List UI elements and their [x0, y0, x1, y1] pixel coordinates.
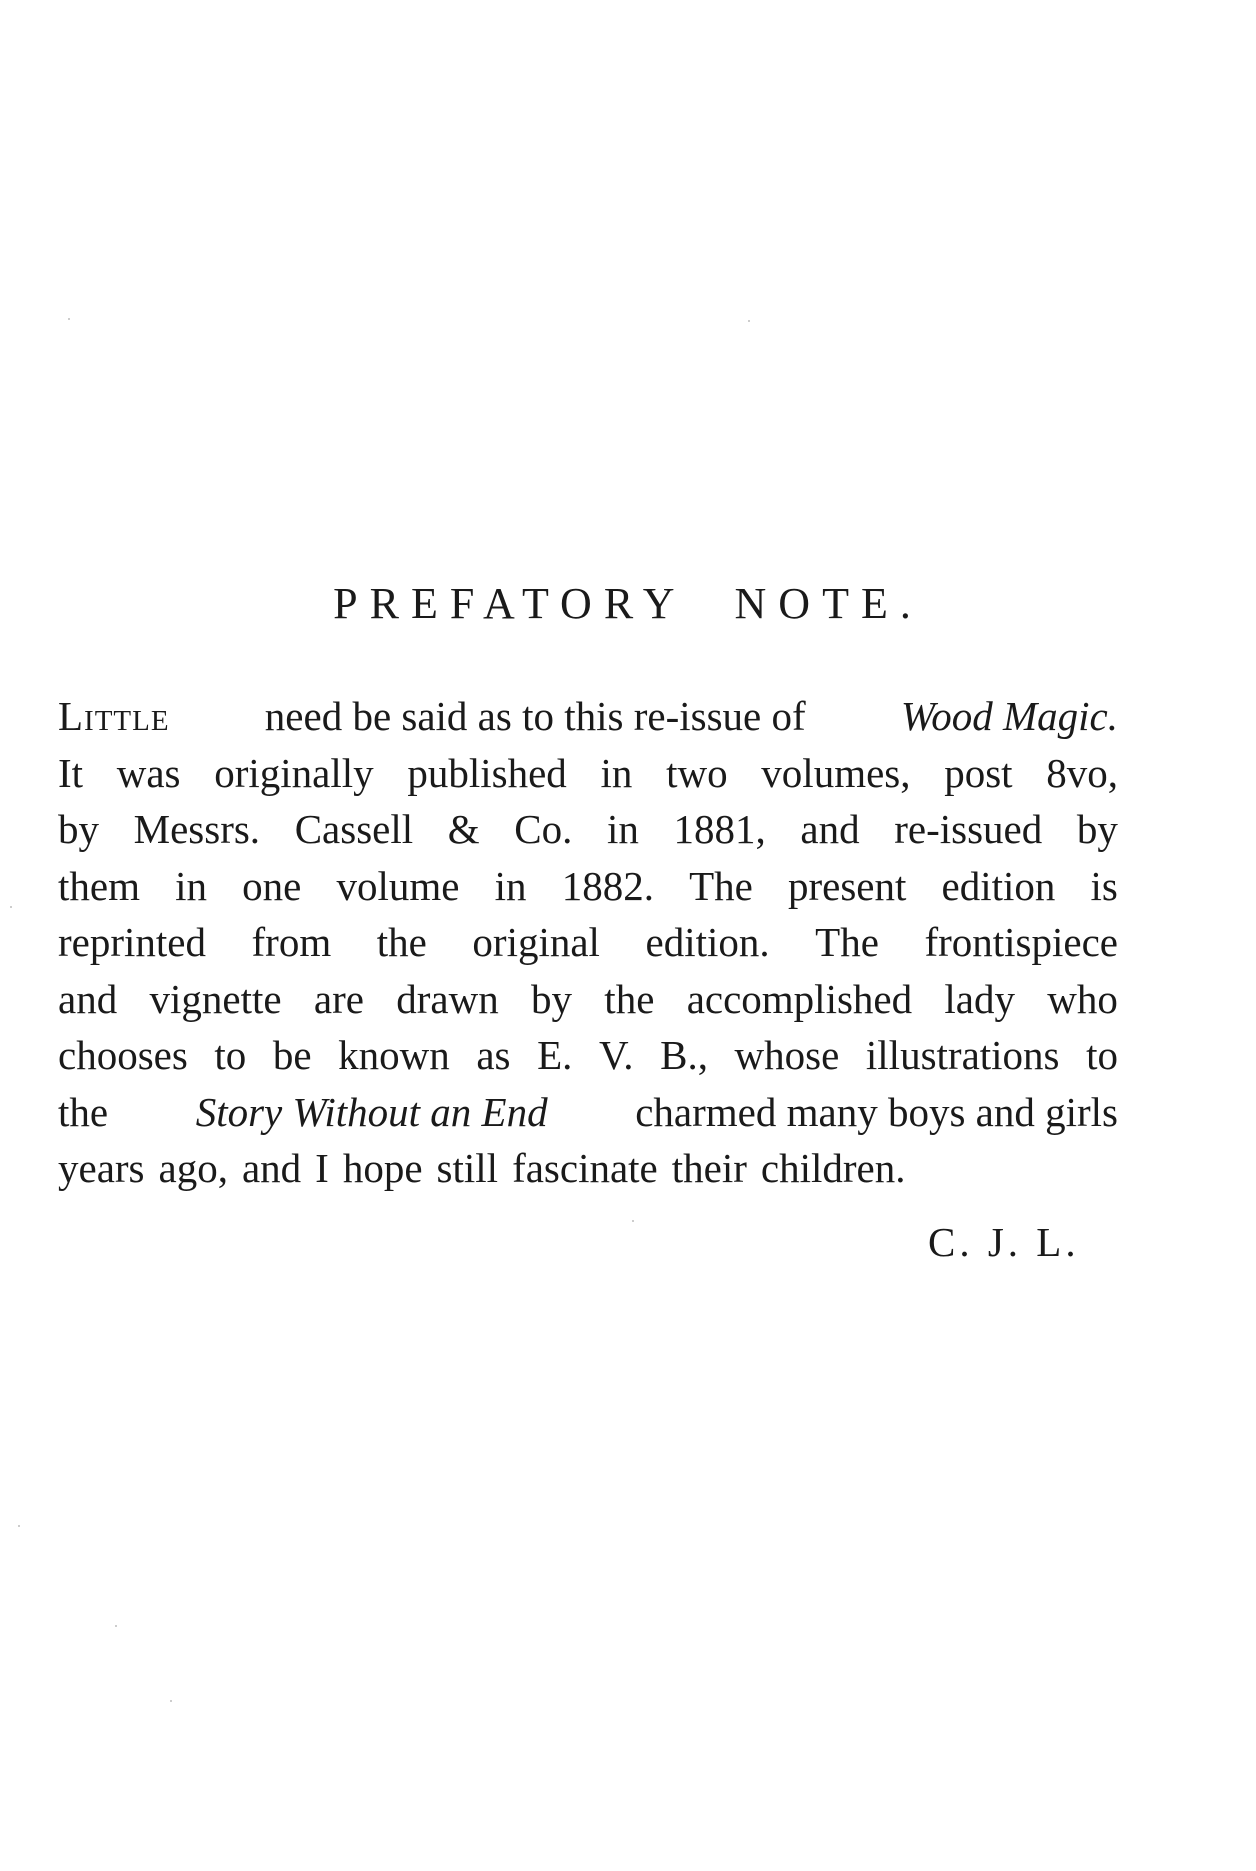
word: be	[272, 1032, 312, 1078]
word: one	[242, 862, 302, 909]
word: years	[58, 1145, 145, 1191]
word: as	[476, 1032, 511, 1078]
word: &	[447, 806, 480, 852]
word: accomplished	[686, 975, 913, 1022]
word: two	[666, 749, 728, 796]
line-text-pre: the	[58, 1088, 109, 1135]
word: whose	[734, 1032, 840, 1078]
word: their	[671, 1145, 747, 1191]
prefatory-note-body	[58, 688, 1118, 1197]
paper-speck	[748, 320, 750, 322]
word: Cassell	[294, 806, 414, 852]
text-line-1	[58, 688, 1118, 745]
word: are	[313, 975, 364, 1022]
word: by	[1076, 806, 1118, 852]
word: by	[58, 806, 99, 852]
word: vignette	[149, 975, 282, 1022]
book-title-story-without-an-end: Story Without an End	[195, 1088, 548, 1135]
word: in	[175, 862, 208, 909]
word: post	[944, 749, 1013, 796]
word: frontispiece	[924, 919, 1118, 965]
word: E.	[537, 1032, 573, 1078]
word: 8vo,	[1046, 749, 1118, 796]
word: and	[241, 1145, 302, 1191]
word: them	[58, 862, 140, 909]
paper-speck	[10, 906, 12, 908]
paper-speck	[632, 1220, 634, 1222]
text-line-4	[58, 858, 1118, 915]
word: chooses	[58, 1032, 188, 1078]
text-line-3	[58, 801, 1118, 858]
text-line-7	[58, 1027, 1118, 1084]
word: hope	[342, 1145, 423, 1191]
word: 1882.	[561, 862, 654, 909]
word: who	[1047, 975, 1118, 1022]
word: the	[376, 919, 427, 965]
word: re-issued	[894, 806, 1043, 852]
line-text: need be said as to this re-issue of	[264, 693, 806, 739]
book-title-wood-magic: Wood Magic.	[900, 693, 1118, 739]
page-title	[0, 578, 1256, 629]
word: the	[604, 975, 655, 1022]
word: reprinted	[58, 919, 206, 965]
line-text-post: charmed many boys and girls	[635, 1088, 1118, 1135]
word: edition	[941, 862, 1056, 909]
word: ago,	[158, 1145, 228, 1191]
word: lady	[944, 975, 1015, 1022]
word: from	[251, 919, 332, 965]
text-line-9	[58, 1140, 1118, 1197]
word: published	[407, 749, 567, 796]
word: fascinate	[512, 1145, 658, 1191]
word: Messrs.	[133, 806, 261, 852]
word: I	[315, 1145, 329, 1191]
word: and	[800, 806, 860, 852]
word: was	[116, 749, 181, 796]
word: edition.	[645, 919, 770, 965]
word: volume	[336, 862, 460, 909]
word: and	[58, 975, 118, 1022]
word: The	[689, 862, 753, 909]
text-line-8	[58, 1084, 1118, 1141]
paper-speck	[170, 1700, 172, 1702]
word: to	[214, 1032, 247, 1078]
word: in	[600, 749, 633, 796]
word: in	[607, 806, 639, 852]
word: children.	[760, 1145, 906, 1191]
word: volumes,	[761, 749, 911, 796]
word: drawn	[396, 975, 499, 1022]
title-word-1: PREFATORY	[333, 579, 687, 628]
text-line-2	[58, 745, 1118, 802]
word: It	[58, 749, 84, 796]
word: V.	[598, 1032, 634, 1078]
word: known	[338, 1032, 450, 1078]
text-line-6	[58, 971, 1118, 1028]
word: B.,	[660, 1032, 708, 1078]
signature-initials: C. J. L.	[928, 1219, 1080, 1265]
word: to	[1086, 1032, 1118, 1078]
paper-speck	[18, 1525, 20, 1527]
word: The	[815, 919, 879, 965]
lead-word: Little	[58, 693, 170, 739]
text-line-5	[58, 914, 1118, 971]
word: in	[494, 862, 527, 909]
word: original	[472, 919, 600, 965]
word: Co.	[514, 806, 573, 852]
word: present	[787, 862, 907, 909]
word: originally	[214, 749, 374, 796]
word: is	[1090, 862, 1118, 909]
paper-speck	[115, 1625, 117, 1627]
word: still	[436, 1145, 499, 1191]
word: by	[531, 975, 572, 1022]
title-word-2: NOTE.	[734, 579, 923, 628]
word: 1881,	[673, 806, 766, 852]
word: illustrations	[865, 1032, 1060, 1078]
paper-speck	[68, 318, 70, 320]
